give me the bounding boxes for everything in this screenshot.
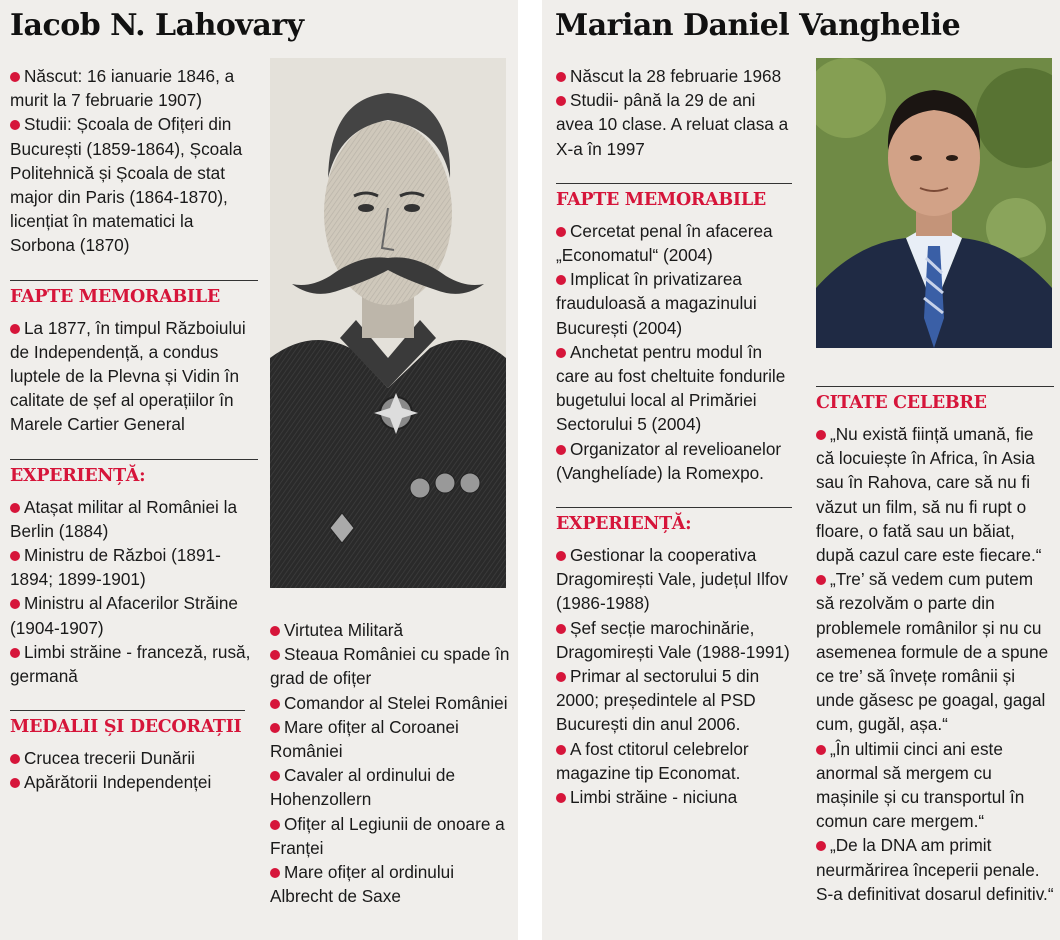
- memorable-item: La 1877, în timpul Războiului de Independență, a condus luptele de la Plevna și Vidin în calitate de șef al operațiilor în Marele Cartier General: [10, 317, 246, 435]
- bullet-icon: [10, 120, 20, 130]
- bio-item: Născut: 16 ianuarie 1846, a murit la 7 februarie 1907): [10, 66, 235, 111]
- bullet-icon: [816, 841, 826, 851]
- bullet-icon: [816, 745, 826, 755]
- bullet-icon: [270, 868, 280, 878]
- lahovary-medals-column: [270, 618, 510, 908]
- bullet-icon: [10, 648, 20, 658]
- experience-item: Primar al sectorului 5 din 2000; președintele al PSD București din anul 2006.: [556, 666, 760, 735]
- experience-item: Atașat militar al României la Berlin (1884): [10, 496, 238, 541]
- bullet-icon: [816, 575, 826, 585]
- bio-item: Studii: Școala de Ofițeri din București (1859-1864), Școala Politehnică și Școala de stat major din Paris (1864-1870), licențiat în matematici la Sorbona (1870): [10, 114, 243, 256]
- medal-item: Mare ofițer al Coroanei României: [270, 716, 459, 762]
- bullet-icon: [556, 672, 566, 682]
- medal-item: Mare ofițer al ordinului Albrecht de Saxe: [270, 862, 455, 907]
- experience-item: Ministru al Afacerilor Străine (1904-1907): [10, 593, 238, 638]
- medal-item: Ofițer al Legiunii de onoare a Franței: [270, 813, 505, 858]
- bio-item: Născut la 28 februarie 1968: [556, 64, 792, 88]
- section-header: FAPTE MEMORABILE: [556, 183, 792, 211]
- experience-item: Șef secție marochinărie, Dragomirești Vale (1988-1991): [556, 617, 790, 662]
- bullet-icon: [816, 430, 826, 440]
- experience-item: Limbi străine - franceză, rusă, germană: [10, 641, 251, 687]
- medal-item: Cavaler al ordinului de Hohenzollern: [270, 765, 456, 810]
- bullet-icon: [556, 624, 566, 634]
- experience-item: Ministru de Război (1891-1894; 1899-1901): [10, 545, 221, 590]
- bullet-icon: [10, 778, 20, 788]
- medal-item: Steaua României cu spade în grad de ofițer: [270, 644, 510, 689]
- bullet-icon: [10, 599, 20, 609]
- bullet-icon: [270, 650, 280, 660]
- bullet-icon: [556, 72, 566, 82]
- bio-item: Studii- până la 29 de ani avea 10 clase. A reluat clasa a X-a în 1997: [556, 90, 789, 159]
- profile-name-lahovary: Iacob N. Lahovary: [10, 8, 304, 43]
- section-header: FAPTE MEMORABILE: [10, 280, 258, 308]
- quote-item: „În ultimii cinci ani este anormal să mergem cu mașinile și cu transportul în comun care mergem.“: [816, 738, 1025, 832]
- bullet-icon: [270, 626, 280, 636]
- medal-item: Virtutea Militară: [270, 618, 510, 642]
- bullet-icon: [556, 348, 566, 358]
- bullet-icon: [270, 723, 280, 733]
- portrait-vanghelie: [816, 58, 1052, 348]
- vanghelie-text-column: [556, 64, 792, 809]
- medal-item: Crucea trecerii Dunării: [10, 746, 258, 770]
- quote-item: „Tre’ să vedem cum putem să rezolvăm o parte din problemele românilor și nu cu asemenea formule de a spune ce tre’ să învețe românii și unde găsesc pe goagal, gagal cum, gugăl, așa.“: [816, 569, 1049, 735]
- memorable-item: Organizator al revelioanelor (Vanghelíade) la Romexpo.: [556, 438, 782, 483]
- section-header: CITATE CELEBRE: [816, 386, 1054, 414]
- bullet-icon: [556, 551, 566, 561]
- experience-item: Gestionar la cooperativa Dragomirești Vale, județul Ilfov (1986-1988): [556, 545, 788, 614]
- engraving-portrait-icon: [270, 58, 506, 588]
- bullet-icon: [10, 754, 20, 764]
- bullet-icon: [556, 745, 566, 755]
- section-header: EXPERIENȚĂ:: [10, 459, 258, 487]
- bullet-icon: [556, 275, 566, 285]
- bullet-icon: [10, 551, 20, 561]
- bullet-icon: [556, 227, 566, 237]
- memorable-item: Cercetat penal în afacerea „Economatul“ (2004): [556, 220, 773, 266]
- quote-item: „De la DNA am primit neurmărirea începerii penale. S-a definitivat dosarul definitiv.“: [816, 835, 1054, 904]
- photo-portrait-icon: [816, 58, 1052, 348]
- bullet-icon: [556, 793, 566, 803]
- lahovary-text-column: [10, 64, 258, 795]
- bullet-icon: [270, 699, 280, 709]
- bullet-icon: [10, 72, 20, 82]
- bullet-icon: [10, 324, 20, 334]
- memorable-item: Anchetat pentru modul în care au fost cheltuite fondurile bugetului local al Primăriei Sectorului 5 (2004): [556, 341, 786, 435]
- medal-item: Apărătorii Independenței: [10, 770, 258, 794]
- experience-item: A fost ctitorul celebrelor magazine tip Economat.: [556, 738, 749, 783]
- memorable-item: Implicat în privatizarea frauduloasă a magazinului București (2004): [556, 269, 757, 338]
- portrait-lahovary: [270, 58, 506, 588]
- section-header: MEDALII ȘI DECORAȚII: [10, 710, 245, 738]
- bullet-icon: [270, 820, 280, 830]
- bullet-icon: [556, 445, 566, 455]
- experience-item: Limbi străine - niciuna: [556, 785, 792, 809]
- bullet-icon: [270, 771, 280, 781]
- quote-item: „Nu există ființă umană, fie că locuiește în Africa, în Asia sau în Rahova, care să nu fi văzut un film, să nu fi rupt o floare, o fată sau un băiat, după cazul care este fiecare.“: [816, 424, 1042, 566]
- bullet-icon: [556, 96, 566, 106]
- bullet-icon: [10, 503, 20, 513]
- section-header: EXPERIENȚĂ:: [556, 507, 792, 535]
- vanghelie-quotes-column: [816, 386, 1054, 906]
- profile-name-vanghelie: Marian Daniel Vanghelie: [555, 8, 961, 43]
- medal-item: Comandor al Stelei României: [270, 691, 510, 715]
